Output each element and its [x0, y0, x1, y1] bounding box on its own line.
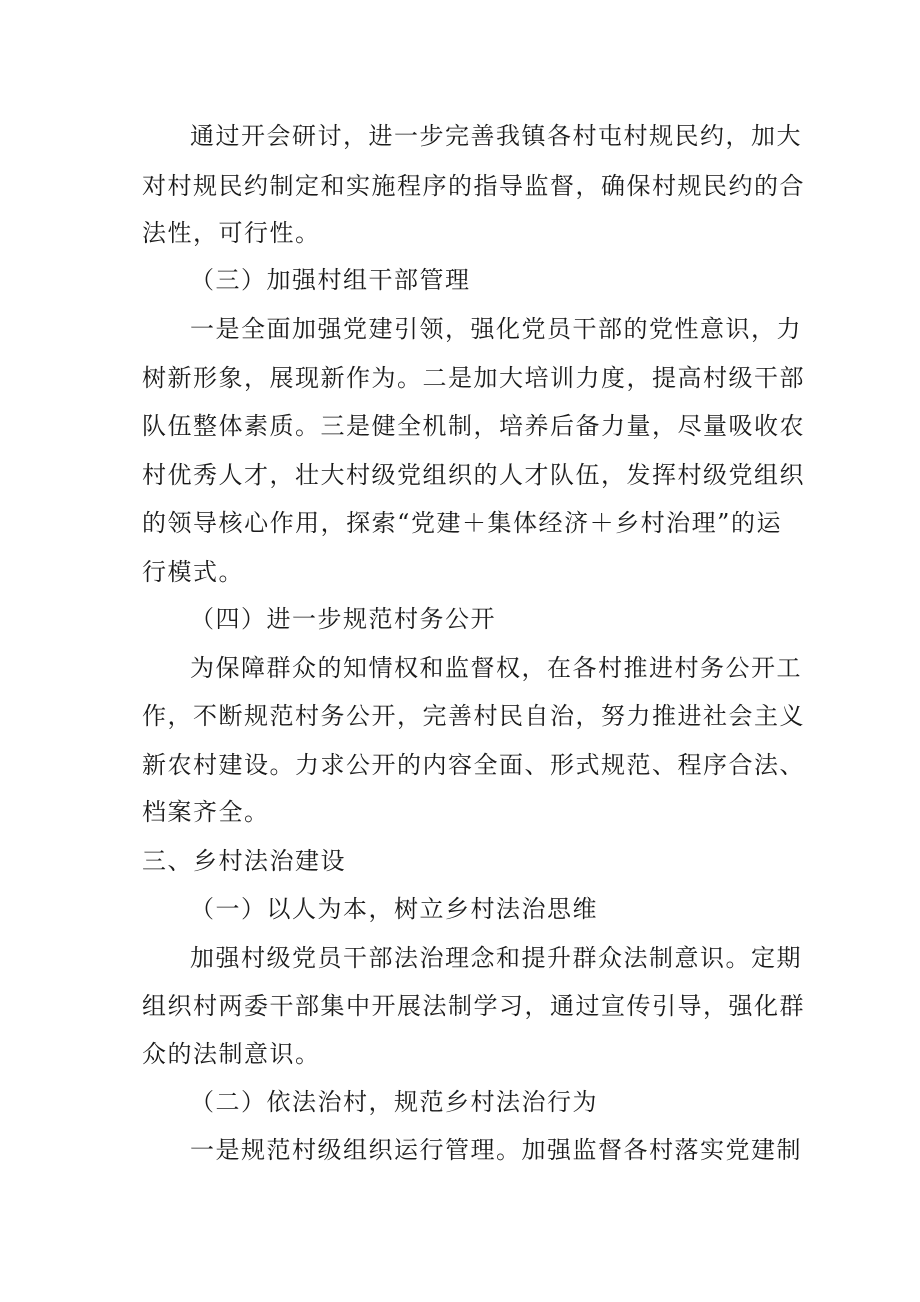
paragraph-line: 为保障群众的知情权和监督权，在各村推进村务公开工: [190, 654, 802, 682]
paragraph-line: 新农村建设。力求公开的内容全面、形式规范、程序合法、: [142, 751, 805, 779]
paragraph-line: 村优秀人才，壮大村级党组织的人才队伍，发挥村级党组织: [142, 461, 805, 489]
paragraph-line: 组织村两委干部集中开展法制学习，通过宣传引导，强化群: [142, 992, 805, 1020]
paragraph-line: 对村规民约制定和实施程序的指导监督，确保村规民约的合: [142, 172, 805, 200]
paragraph-line: 法性，可行性。: [142, 219, 321, 247]
paragraph-line: 通过开会研讨，进一步完善我镇各村屯村规民约，加大: [190, 122, 802, 150]
paragraph-line: 的领导核心作用，探索“党建＋集体经济＋乡村治理”的运: [142, 509, 782, 537]
section-heading: （一）以人为本，树立乡村法治思维: [190, 895, 598, 923]
paragraph-line: 队伍整体素质。三是健全机制，培养后备力量，尽量吸收农: [142, 412, 805, 440]
section-heading: （四）进一步规范村务公开: [190, 605, 496, 633]
section-heading: （二）依法治村，规范乡村法治行为: [190, 1088, 598, 1116]
paragraph-line: 档案齐全。: [142, 798, 270, 826]
paragraph-line: 一是全面加强党建引领，强化党员干部的党性意识，力: [190, 315, 802, 343]
chapter-heading: 三、乡村法治建设: [142, 847, 346, 875]
section-heading: （三）加强村组干部管理: [190, 266, 471, 294]
paragraph-line: 众的法制意识。: [142, 1040, 321, 1068]
paragraph-line: 一是规范村级组织运行管理。加强监督各村落实党建制: [190, 1136, 802, 1164]
paragraph-line: 行模式。: [142, 558, 244, 586]
paragraph-line: 树新形象，展现新作为。二是加大培训力度，提高村级干部: [142, 364, 805, 392]
paragraph-line: 加强村级党员干部法治理念和提升群众法制意识。定期: [190, 944, 802, 972]
paragraph-line: 作，不断规范村务公开，完善村民自治，努力推进社会主义: [142, 702, 805, 730]
